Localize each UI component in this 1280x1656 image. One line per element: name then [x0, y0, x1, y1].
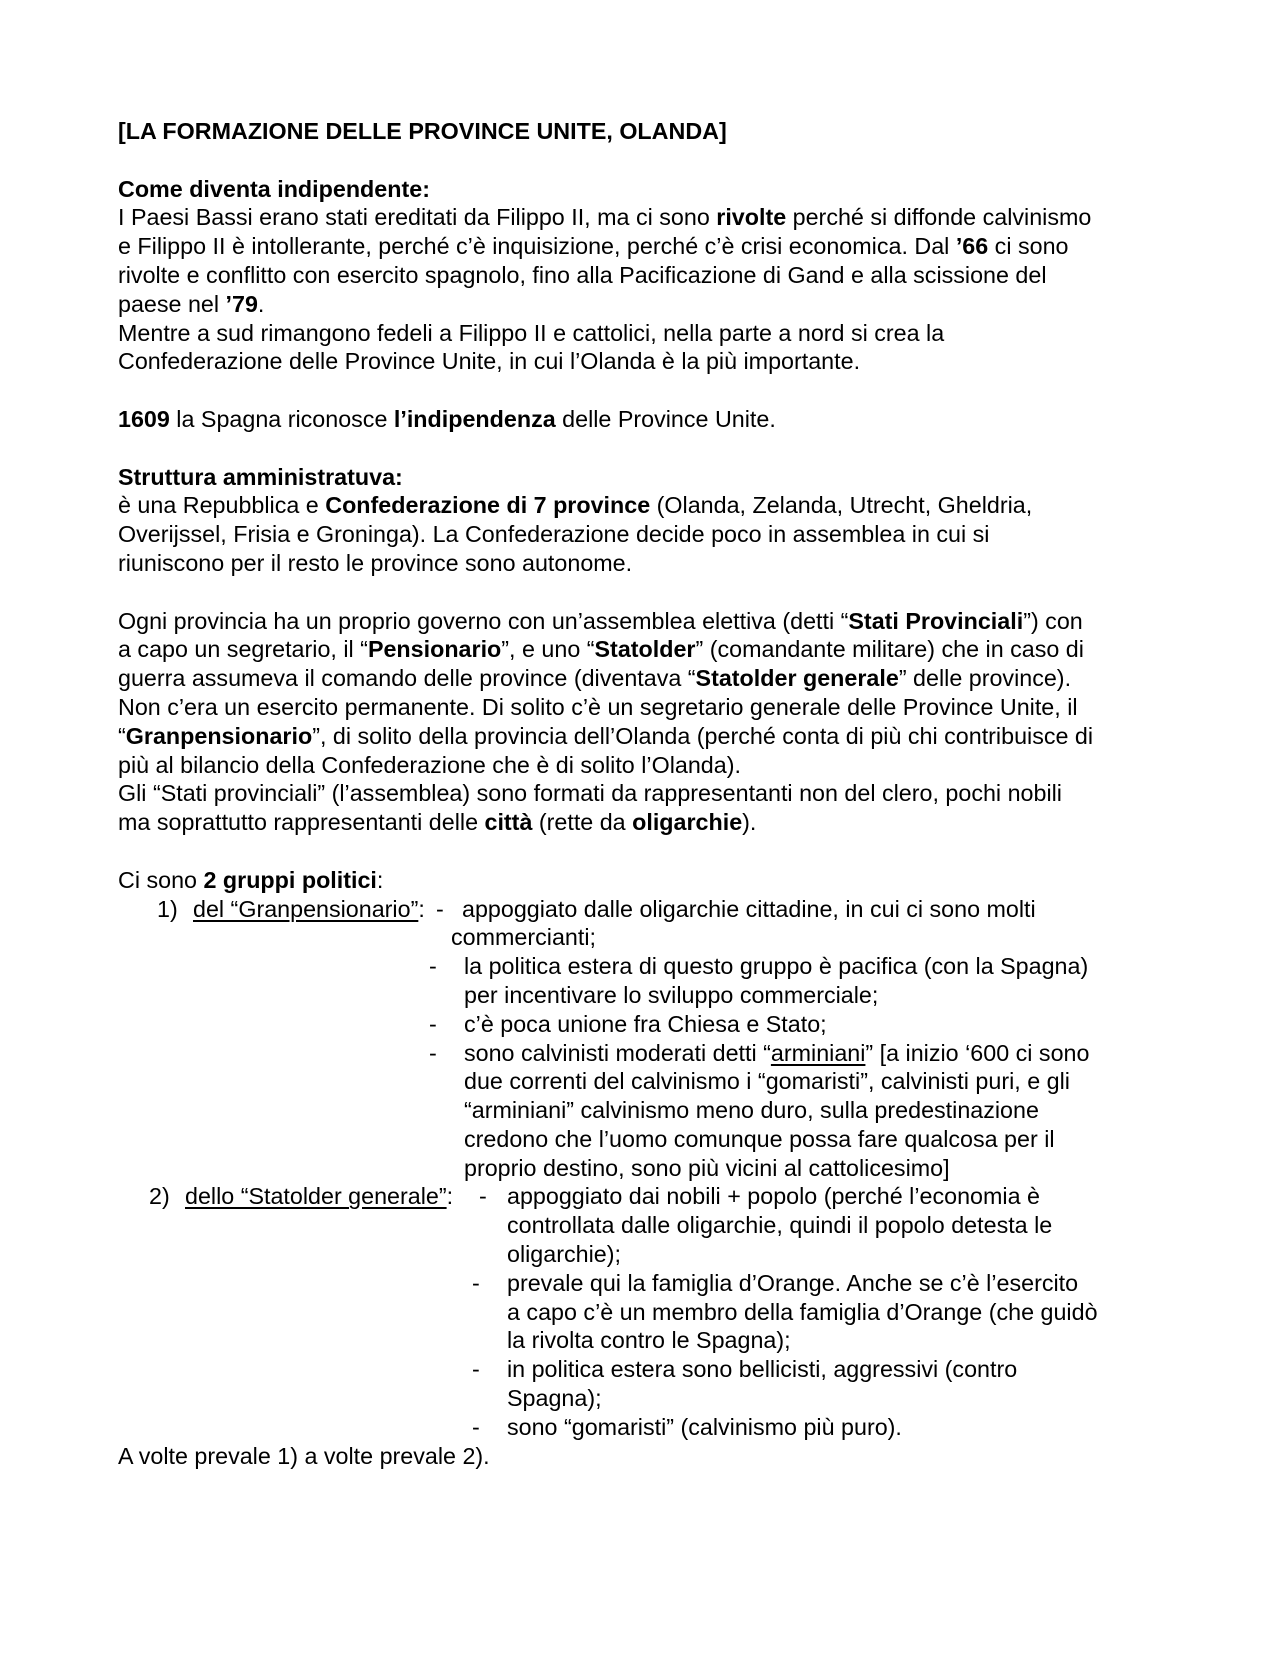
bullet-dash: - — [429, 953, 437, 980]
bullet-text: la politica estera di questo gruppo è pacifica (con la Spagna) — [464, 953, 1089, 980]
bullet-text: “arminiani” calvinismo meno duro, sulla predestinazione — [464, 1097, 1039, 1124]
paragraph-line: Gli “Stati provinciali” (l’assemblea) sono formati da rappresentanti non del clero, pochi nobili — [118, 780, 1062, 807]
bullet-text: Spagna); — [507, 1385, 602, 1412]
paragraph-line: è una Repubblica e Confederazione di 7 province (Olanda, Zelanda, Utrecht, Gheldria, — [118, 492, 1033, 519]
bullet-item — [118, 1039, 1178, 1068]
paragraph-line: Mentre a sud rimangono fedeli a Filippo II e cattolici, nella parte a nord si crea la — [118, 319, 945, 346]
bullet-dash: - — [472, 1356, 480, 1383]
section-heading-struttura: Struttura amministratuva: — [118, 463, 403, 490]
paragraph-line: paese nel ’79. — [118, 290, 265, 317]
bullet-text: la rivolta contro le Spagna); — [507, 1327, 791, 1354]
paragraph-line: Confederazione delle Province Unite, in cui l’Olanda è la più importante. — [118, 348, 861, 375]
bullet-dash: - — [429, 1039, 437, 1066]
bullet-text: oligarchie); — [507, 1241, 621, 1268]
bullet-dash: - — [479, 1183, 487, 1210]
bullet-text: due correnti del calvinismo i “gomaristi”, calvinisti puri, e gli — [464, 1068, 1070, 1095]
closing-line: A volte prevale 1) a volte prevale 2). — [118, 1442, 490, 1469]
paragraph-line: rivolte e conflitto con esercito spagnolo, fino alla Pacificazione di Gand e alla scissione del — [118, 261, 1047, 288]
bullet-text: a capo c’è un membro della famiglia d’Orange (che guidò — [507, 1298, 1098, 1325]
bullet-text: in politica estera sono bellicisti, aggressivi (contro — [507, 1356, 1018, 1383]
bullet-dash: - — [472, 1413, 480, 1440]
paragraph-line: Overijssel, Frisia e Groninga). La Confederazione decide poco in assemblea in cui si — [118, 521, 990, 548]
bullet-dash: - — [429, 1010, 437, 1037]
bullet-item — [118, 1413, 1178, 1442]
list-item-group-1 — [118, 895, 1178, 924]
bullet-item — [118, 1355, 1178, 1384]
bullet-text: per incentivare lo sviluppo commerciale; — [464, 981, 879, 1008]
bullet-text: controllata dalle oligarchie, quindi il popolo detesta le — [507, 1212, 1053, 1239]
bullet-text: commercianti; — [451, 924, 596, 951]
group-1-label: del “Granpensionario”: — [193, 895, 425, 922]
paragraph-line: I Paesi Bassi erano stati ereditati da Filippo II, ma ci sono rivolte perché si diffonde calvinismo — [118, 204, 1092, 231]
paragraph-line: riuniscono per il resto le province sono autonome. — [118, 549, 633, 576]
paragraph-line: “Granpensionario”, di solito della provincia dell’Olanda (perché conta di più chi contribuisce di — [118, 722, 1094, 749]
paragraph-line: più al bilancio della Confederazione che è di solito l’Olanda). — [118, 751, 741, 778]
bullet-item — [118, 1269, 1178, 1298]
bullet-text: credono che l’uomo comunque possa fare qualcosa per il — [464, 1125, 1055, 1152]
paragraph-line: ma soprattutto rappresentanti delle città (rette da oligarchie). — [118, 809, 757, 836]
paragraph-line: a capo un segretario, il “Pensionario”, e uno “Statolder” (comandante militare) che in caso di — [118, 636, 1084, 663]
bullet-text: sono calvinisti moderati detti “arminiani” [a inizio ‘600 ci sono — [464, 1039, 1090, 1066]
bullet-dash: - — [436, 895, 444, 922]
bullet-text: proprio destino, sono più vicini al cattolicesimo] — [464, 1154, 950, 1181]
bullet-text: prevale qui la famiglia d’Orange. Anche se c’è l’esercito — [507, 1269, 1079, 1296]
bullet-text: appoggiato dai nobili + popolo (perché l’economia è — [507, 1183, 1040, 1210]
document-page — [118, 117, 1178, 1470]
paragraph-line: guerra assumeva il comando delle province (diventava “Statolder generale” delle province). — [118, 665, 1072, 692]
section-heading-indipendenza: Come diventa indipendente: — [118, 175, 430, 202]
bullet-dash: - — [472, 1269, 480, 1296]
bullet-text: sono “gomaristi” (calvinismo più puro). — [507, 1413, 902, 1440]
bullet-text: appoggiato dalle oligarchie cittadine, in cui ci sono molti — [462, 895, 1036, 922]
paragraph-line: e Filippo II è intollerante, perché c’è inquisizione, perché c’è crisi economica. Dal ’66 ci sono — [118, 233, 1069, 260]
list-number: 2) — [149, 1183, 170, 1210]
independence-date-line: 1609 la Spagna riconosce l’indipendenza delle Province Unite. — [118, 405, 776, 432]
document-title: [LA FORMAZIONE DELLE PROVINCE UNITE, OLANDA] — [118, 118, 727, 144]
list-number: 1) — [157, 895, 178, 922]
paragraph-line: Non c’era un esercito permanente. Di solito c’è un segretario generale delle Province Unite, il — [118, 693, 1078, 720]
bullet-text: c’è poca unione fra Chiesa e Stato; — [464, 1010, 827, 1037]
bullet-item — [118, 952, 1178, 981]
bullet-item — [118, 1010, 1178, 1039]
group-2-label: dello “Statolder generale”: — [185, 1183, 454, 1210]
groups-intro: Ci sono 2 gruppi politici: — [118, 866, 384, 893]
paragraph-line: Ogni provincia ha un proprio governo con un’assemblea elettiva (detti “Stati Provinciali”) con — [118, 607, 1083, 634]
list-item-group-2 — [118, 1182, 1178, 1211]
